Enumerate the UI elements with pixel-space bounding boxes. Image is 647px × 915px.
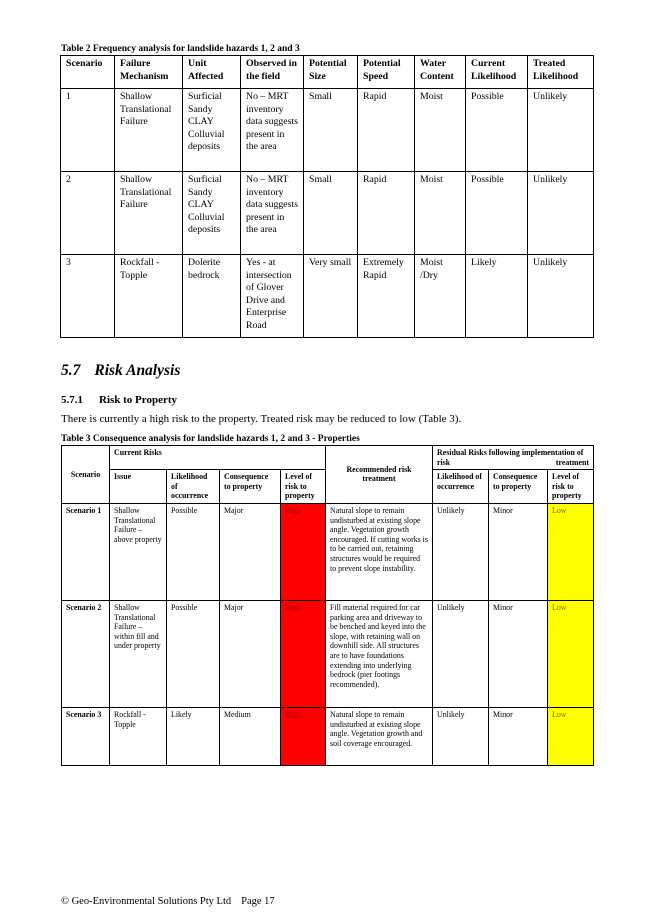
table3-scenario-cell: Scenario 3	[62, 707, 110, 765]
table2-cell: 2	[61, 172, 115, 255]
risk-level-high-cell: High	[281, 503, 326, 600]
table2-cell: Small	[304, 89, 358, 172]
table2-cell: Rapid	[358, 89, 415, 172]
table3-issue-cell: Rockfall - Topple	[110, 707, 167, 765]
table2-header-unit-affected: Unit Affected	[183, 56, 241, 89]
table2-cell: Dolerite bedrock	[183, 255, 241, 338]
page-footer	[61, 896, 275, 907]
table-row	[61, 89, 594, 172]
table3-residual-likelihood-cell: Unlikely	[433, 503, 489, 600]
table2-cell: Rapid	[358, 172, 415, 255]
table2-cell: Moist	[415, 172, 466, 255]
table3-header-consequence: Consequence to property	[220, 470, 281, 504]
table2-header-observed: Observed in the field	[241, 56, 304, 89]
table2-cell: Likely	[466, 255, 528, 338]
table2-cell: 3	[61, 255, 115, 338]
table2-cell: Rockfall - Topple	[115, 255, 183, 338]
table-row	[61, 255, 594, 338]
table2-cell: Moist	[415, 89, 466, 172]
consequence-analysis-table	[61, 445, 594, 766]
table3-residual-likelihood-cell: Unlikely	[433, 600, 489, 707]
table3-treatment-cell: Fill material required for car parking area and driveway to be benched and keyed into the slope, with retaining wall on downhill side. All structures are to have foundations extending into underlying bedrock (pier footings recommended).	[326, 600, 433, 707]
table3-residual-consequence-cell: Minor	[489, 707, 548, 765]
risk-level-low-cell: Low	[548, 600, 594, 707]
table2-header-scenario: Scenario	[61, 56, 115, 89]
table2-cell: Shallow Translational Failure	[115, 172, 183, 255]
table2-cell: Possible	[466, 89, 528, 172]
risk-level-high-cell: High	[281, 600, 326, 707]
table2-header-failure-mechanism: Failure Mechanism	[115, 56, 183, 89]
table3-likelihood-cell: Likely	[167, 707, 220, 765]
table3-residual-consequence-cell: Minor	[489, 600, 548, 707]
table2-header-current-likelihood: Current Likelihood	[466, 56, 528, 89]
table2-cell: Shallow Translational Failure	[115, 89, 183, 172]
table3-consequence-cell: Major	[220, 600, 281, 707]
table3-scenario-cell: Scenario 1	[62, 503, 110, 600]
table2-cell: Very small	[304, 255, 358, 338]
table3-header-scenario: Scenario	[62, 446, 110, 504]
table2-cell: No – MRT inventory data suggests present in the area	[241, 89, 304, 172]
table3-header-residual-likelihood: Likelihood of occurrence	[433, 470, 489, 504]
table3-header-residual-consequence: Consequence to property	[489, 470, 548, 504]
table3-header-level: Level of risk to property	[281, 470, 326, 504]
table2-cell: Possible	[466, 172, 528, 255]
table3-consequence-cell: Major	[220, 503, 281, 600]
footer-page-number: Page 17	[241, 896, 275, 907]
table2-cell: Small	[304, 172, 358, 255]
table3-residual-consequence-cell: Minor	[489, 503, 548, 600]
subsection-title: Risk to Property	[99, 394, 178, 406]
table2-cell: No – MRT inventory data suggests present in the area	[241, 172, 304, 255]
table2-header-water-content: Water Content	[415, 56, 466, 89]
table2-header-treated-likelihood: Treated Likelihood	[528, 56, 594, 89]
risk-level-high-cell: High	[281, 707, 326, 765]
table2-cell: Surficial Sandy CLAY Colluvial deposits	[183, 172, 241, 255]
table3-group-header-row	[62, 446, 594, 470]
table2-cell: 1	[61, 89, 115, 172]
table3-likelihood-cell: Possible	[167, 503, 220, 600]
table3-scenario-cell: Scenario 2	[62, 600, 110, 707]
risk-level-low-cell: Low	[548, 707, 594, 765]
section-number: 5.7	[61, 362, 81, 379]
table3-caption: Table 3 Consequence analysis for landslide hazards 1, 2 and 3 - Properties	[61, 434, 360, 444]
footer-copyright: © Geo-Environmental Solutions Pty Ltd	[61, 896, 232, 907]
table2-cell: Extremely Rapid	[358, 255, 415, 338]
risk-paragraph: There is currently a high risk to the property. Treated risk may be reduced to low (Table 3).	[61, 413, 462, 425]
table-row	[62, 600, 594, 707]
table2-cell: Surficial Sandy CLAY Colluvial deposits	[183, 89, 241, 172]
section-title: Risk Analysis	[94, 362, 181, 379]
table2-header-potential-size: Potential Size	[304, 56, 358, 89]
table2-caption: Table 2 Frequency analysis for landslide hazards 1, 2 and 3	[61, 44, 300, 54]
table3-treatment-cell: Natural slope to remain undisturbed at existing slope angle. Vegetation growth and soil coverage encouraged.	[326, 707, 433, 765]
table3-header-likelihood: Likelihood of occurrence	[167, 470, 220, 504]
section-heading	[61, 362, 180, 380]
table2-cell: Unlikely	[528, 89, 594, 172]
risk-level-low-cell: Low	[548, 503, 594, 600]
table3-issue-cell: Shallow Translational Failure – within fill and under property	[110, 600, 167, 707]
table3-treatment-cell: Natural slope to remain undisturbed at existing slope angle. Vegetation growth encouraged. If cutting works is to be carried out, retaining structures would be required to prevent slope instability.	[326, 503, 433, 600]
table2-cell: Yes - at intersection of Glover Drive and Enterprise Road	[241, 255, 304, 338]
table2-cell: Unlikely	[528, 255, 594, 338]
table3-residual-likelihood-cell: Unlikely	[433, 707, 489, 765]
table3-header-residual-level: Level of risk to property	[548, 470, 594, 504]
table3-issue-cell: Shallow Translational Failure – above property	[110, 503, 167, 600]
table2-header-row	[61, 56, 594, 89]
subsection-number: 5.7.1	[61, 394, 83, 406]
table3-likelihood-cell: Possible	[167, 600, 220, 707]
table2-cell: Moist /Dry	[415, 255, 466, 338]
frequency-analysis-table	[60, 55, 594, 338]
table3-header-recommended-treatment: Recommended risk treatment	[326, 446, 433, 504]
table2-header-potential-speed: Potential Speed	[358, 56, 415, 89]
table-row	[61, 172, 594, 255]
subsection-heading	[61, 394, 177, 406]
table2-cell: Unlikely	[528, 172, 594, 255]
table3-header-issue: Issue	[110, 470, 167, 504]
table3-consequence-cell: Medium	[220, 707, 281, 765]
table-row	[62, 503, 594, 600]
table-row	[62, 707, 594, 765]
table3-header-current-risks: Current Risks	[110, 446, 326, 470]
table3-header-residual-risks: Residual Risks following implementation of risk treatment	[433, 446, 594, 470]
